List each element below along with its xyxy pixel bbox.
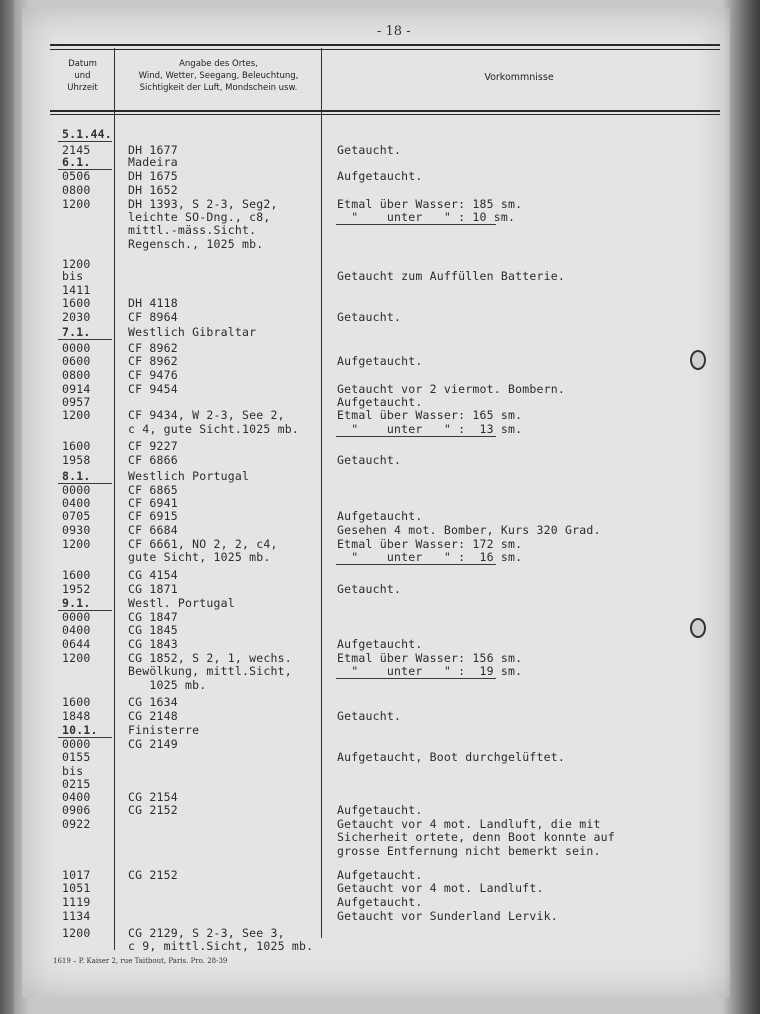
- row-place: Finisterre: [128, 723, 200, 737]
- row-event: Etmal über Wasser: 156 sm.: [337, 651, 523, 665]
- row-time: 0000: [62, 737, 91, 751]
- row-event: " unter " : 19 sm.: [337, 664, 523, 678]
- header-place-line1: Angabe des Ortes,: [179, 59, 258, 69]
- row-event: Sicherheit ortete, denn Boot konnte auf: [337, 830, 615, 844]
- row-event: Aufgetaucht.: [337, 868, 423, 882]
- row-time: 0914: [62, 382, 91, 396]
- row-place: Regensch., 1025 mb.: [128, 237, 264, 251]
- row-place: CF 6915: [128, 509, 178, 523]
- row-place: CG 2152: [128, 803, 178, 817]
- row-event: Aufgetaucht.: [337, 637, 423, 651]
- row-place: DH 1677: [128, 143, 178, 157]
- row-event: Getaucht.: [337, 143, 402, 157]
- row-event: Getaucht vor 4 mot. Landluft, die mit: [337, 817, 601, 831]
- row-time: bis: [62, 764, 84, 778]
- header-bottom-rule: [50, 110, 720, 112]
- printer-footer: 1619 – P. Kaiser 2, rue Taitbout, Paris. Pro. 28-39: [53, 957, 228, 965]
- row-time: 9.1.: [62, 596, 91, 610]
- row-time: 0957: [62, 395, 91, 409]
- row-event: Getaucht.: [337, 709, 402, 723]
- header-bottom-rule-2: [50, 114, 720, 115]
- row-place: CG 1847: [128, 610, 178, 624]
- row-time: 1600: [62, 296, 91, 310]
- row-place: CF 8962: [128, 341, 178, 355]
- row-time: 0400: [62, 790, 91, 804]
- row-place: CG 1845: [128, 623, 178, 637]
- row-time: 0155: [62, 750, 91, 764]
- row-event: " unter " : 10 sm.: [337, 210, 516, 224]
- punch-hole-2: [690, 618, 706, 638]
- page-shadow: [724, 0, 760, 1014]
- row-time: 0644: [62, 637, 91, 651]
- row-event: Etmal über Wasser: 185 sm.: [337, 197, 523, 211]
- row-place: CG 1871: [128, 582, 178, 596]
- row-event: Aufgetaucht.: [337, 895, 423, 909]
- row-event: Getaucht.: [337, 582, 402, 596]
- row-time: 1600: [62, 439, 91, 453]
- row-time: 0215: [62, 777, 91, 791]
- row-place: CG 2148: [128, 709, 178, 723]
- row-time: 1200: [62, 926, 91, 940]
- row-time: 1600: [62, 695, 91, 709]
- row-time: 0800: [62, 183, 91, 197]
- row-place: Westlich Gibraltar: [128, 325, 257, 339]
- row-place: gute Sicht, 1025 mb.: [128, 550, 271, 564]
- row-place: CG 4154: [128, 568, 178, 582]
- row-time: 1200: [62, 197, 91, 211]
- row-place: CG 2152: [128, 868, 178, 882]
- row-time: 1200: [62, 651, 91, 665]
- row-time: 7.1.: [62, 325, 91, 339]
- row-place: CG 2129, S 2-3, See 3,: [128, 926, 285, 940]
- row-place: Westl. Portugal: [128, 596, 235, 610]
- row-event: Aufgetaucht, Boot durchgelüftet.: [337, 750, 565, 764]
- row-event: Gesehen 4 mot. Bomber, Kurs 320 Grad.: [337, 523, 601, 537]
- row-time: 1200: [62, 537, 91, 551]
- header-date-line3: Uhrzeit: [67, 83, 98, 93]
- etmal-underline: [336, 564, 496, 565]
- row-event: Getaucht vor Sunderland Lervik.: [337, 909, 558, 923]
- row-place: DH 1393, S 2-3, Seg2,: [128, 197, 278, 211]
- row-time: 0922: [62, 817, 91, 831]
- row-event: Aufgetaucht.: [337, 803, 423, 817]
- row-time: bis: [62, 269, 84, 283]
- row-time: 10.1.: [62, 723, 98, 737]
- row-time: 0400: [62, 496, 91, 510]
- row-event: grosse Entfernung nicht bemerkt sein.: [337, 844, 601, 858]
- header-events-cell: Vorkommnisse: [484, 72, 554, 83]
- etmal-underline: [336, 224, 496, 225]
- row-event: " unter " : 16 sm.: [337, 550, 523, 564]
- row-time: 0600: [62, 354, 91, 368]
- row-time: 1017: [62, 868, 91, 882]
- header-place-line3: Sichtigkeit der Luft, Mondschein usw.: [139, 83, 298, 93]
- column-divider-1: [114, 48, 115, 950]
- row-place: DH 1652: [128, 183, 178, 197]
- row-event: Aufgetaucht.: [337, 354, 423, 368]
- row-time: 0705: [62, 509, 91, 523]
- row-event: Getaucht vor 4 mot. Landluft.: [337, 881, 544, 895]
- row-time: 0000: [62, 483, 91, 497]
- row-place: CF 8964: [128, 310, 178, 324]
- row-time: 1200: [62, 408, 91, 422]
- row-time: 1119: [62, 895, 91, 909]
- header-top-rule-2: [50, 49, 720, 50]
- row-place: CF 9454: [128, 382, 178, 396]
- row-time: 0930: [62, 523, 91, 537]
- row-time: 0000: [62, 610, 91, 624]
- row-event: Aufgetaucht.: [337, 395, 423, 409]
- header-place-cell: [116, 58, 321, 94]
- row-place: Madeira: [128, 155, 178, 169]
- row-place: Westlich Portugal: [128, 469, 250, 483]
- row-time: 1200: [62, 257, 91, 271]
- header-date-line2: und: [74, 71, 91, 81]
- row-place: CG 1852, S 2, 1, wechs.: [128, 651, 292, 665]
- row-event: Getaucht vor 2 viermot. Bombern.: [337, 382, 565, 396]
- row-place: mittl.-mäss.Sicht.: [128, 223, 257, 237]
- row-place: CF 9476: [128, 368, 178, 382]
- etmal-underline: [336, 678, 496, 679]
- row-place: CF 9434, W 2-3, See 2,: [128, 408, 285, 422]
- row-place: c 4, gute Sicht.1025 mb.: [128, 422, 299, 436]
- row-time: 6.1.: [62, 155, 91, 169]
- row-time: 1134: [62, 909, 91, 923]
- row-time: 1848: [62, 709, 91, 723]
- row-place: CF 9227: [128, 439, 178, 453]
- header-top-rule: [50, 44, 720, 46]
- page-number: - 18 -: [377, 24, 411, 39]
- header-place-line2: Wind, Wetter, Seegang, Beleuchtung,: [138, 71, 299, 81]
- row-time: 0906: [62, 803, 91, 817]
- row-place: DH 1675: [128, 169, 178, 183]
- etmal-underline: [336, 436, 496, 437]
- row-place: CF 6684: [128, 523, 178, 537]
- row-place: CF 6661, NO 2, 2, c4,: [128, 537, 278, 551]
- row-place: CG 1843: [128, 637, 178, 651]
- row-time: 2030: [62, 310, 91, 324]
- row-time: 0800: [62, 368, 91, 382]
- row-place: CG 2154: [128, 790, 178, 804]
- row-place: CF 6866: [128, 453, 178, 467]
- row-time: 1051: [62, 881, 91, 895]
- row-time: 2145: [62, 143, 91, 157]
- row-time: 1600: [62, 568, 91, 582]
- row-event: " unter " : 13 sm.: [337, 422, 523, 436]
- row-place: CF 8962: [128, 354, 178, 368]
- row-event: Aufgetaucht.: [337, 509, 423, 523]
- row-event: Getaucht.: [337, 310, 402, 324]
- row-event: Etmal über Wasser: 165 sm.: [337, 408, 523, 422]
- punch-hole-1: [690, 350, 706, 370]
- row-time: 1958: [62, 453, 91, 467]
- binding-edge: [0, 0, 14, 1014]
- row-place: DH 4118: [128, 296, 178, 310]
- column-divider-2: [321, 48, 322, 938]
- row-place: 1025 mb.: [128, 678, 207, 692]
- row-place: CF 6941: [128, 496, 178, 510]
- row-time: 8.1.: [62, 469, 91, 483]
- row-time: 5.1.44.: [62, 127, 112, 141]
- row-time: 1411: [62, 283, 91, 297]
- row-time: 0000: [62, 341, 91, 355]
- header-date-line1: Datum: [68, 59, 97, 69]
- header-date-cell: [55, 58, 110, 94]
- row-place: CG 1634: [128, 695, 178, 709]
- row-event: Getaucht.: [337, 453, 402, 467]
- row-event: Etmal über Wasser: 172 sm.: [337, 537, 523, 551]
- row-time: 0506: [62, 169, 91, 183]
- row-event: Aufgetaucht.: [337, 169, 423, 183]
- row-event: Getaucht zum Auffüllen Batterie.: [337, 269, 565, 283]
- row-time: 0400: [62, 623, 91, 637]
- row-place: Bewölkung, mittl.Sicht,: [128, 664, 292, 678]
- row-place: CF 6865: [128, 483, 178, 497]
- row-place: c 9, mittl.Sicht, 1025 mb.: [128, 939, 314, 953]
- row-place: CG 2149: [128, 737, 178, 751]
- row-place: leichte SO-Dng., c8,: [128, 210, 271, 224]
- row-time: 1952: [62, 582, 91, 596]
